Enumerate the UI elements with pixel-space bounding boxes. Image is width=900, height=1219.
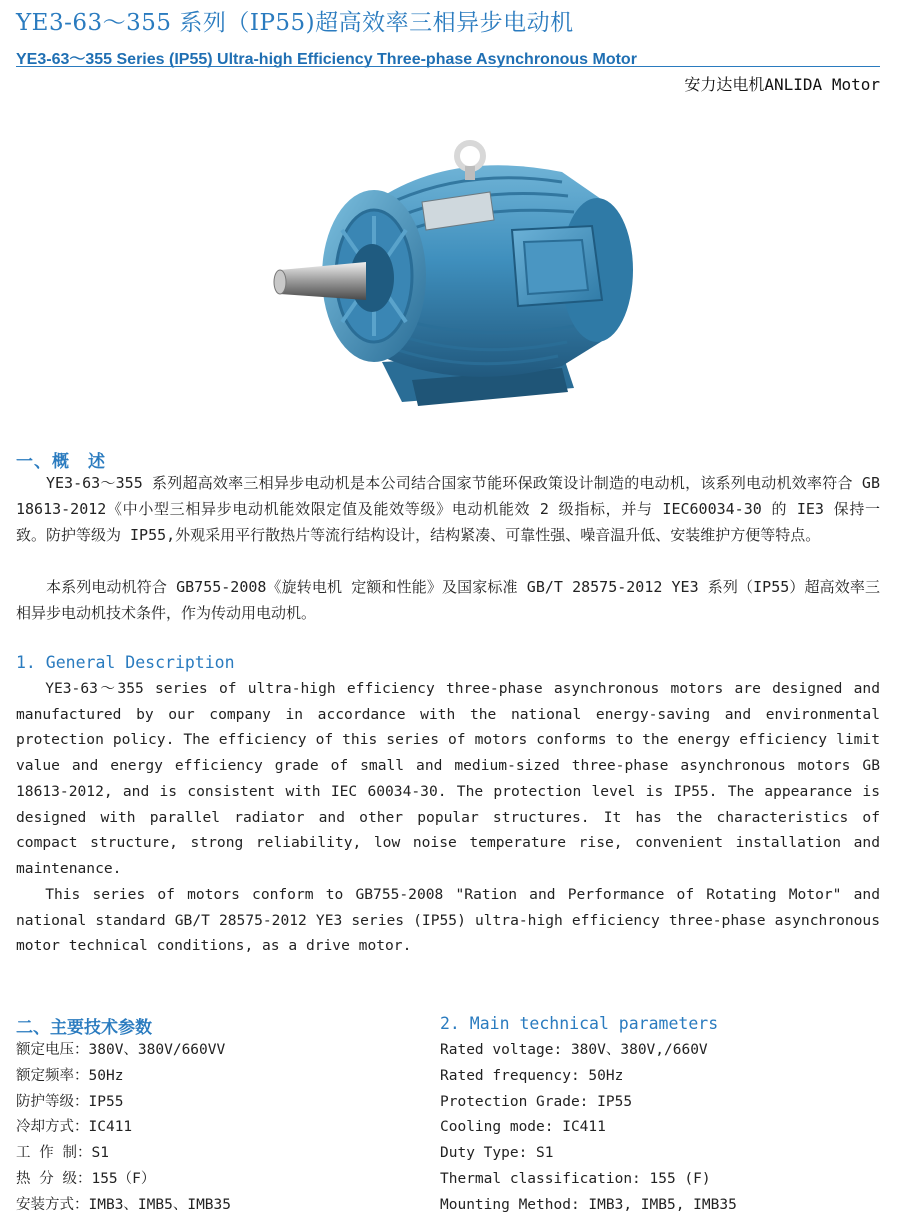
param-protection-grade-en: Protection Grade: IP55 (440, 1093, 633, 1110)
params-heading-chinese: 二、主要技术参数 (16, 1018, 152, 1038)
page-title-chinese: YE3-63～355 系列（IP55)超高效率三相异步电动机 (16, 10, 574, 36)
param-protection-grade-cn: 防护等级：IP55 (16, 1093, 124, 1110)
overview-heading-english: 1. General Description (16, 653, 235, 672)
param-mounting-method-en: Mounting Method: IMB3, IMB5, IMB35 (440, 1196, 737, 1213)
params-list-english (440, 1038, 880, 1219)
param-thermal-class-en: Thermal classification: 155 (F) (440, 1170, 711, 1187)
overview-paragraph-english-2: This series of motors conform to GB755-2008 "Ration and Performance of Rotating Motor" and national standard GB/T 28575-2012 YE3 series (IP55) ultra-high efficiency three-phase asynchronous motor technical conditions, as a drive motor. (16, 886, 880, 955)
params-list-chinese (16, 1038, 416, 1219)
overview-paragraph-chinese-1: YE3-63～355 系列超高效率三相异步电动机是本公司结合国家节能环保政策设计制造的电动机，该系列电动机效率符合 GB 18613-2012《中小型三相异步电动机能效限定值及能效等级》电动机能效 2 级指标，并与 IEC60034-30 的 IE3 保持一致。防护等级为 IP55,外观采用平行散热片等流行结构设计，结构紧凑、可靠性强、噪音温升低、安装维护方便等特点。 (16, 474, 880, 544)
motor-illustration (262, 130, 642, 420)
brand-name: 安力达电机ANLIDA Motor (684, 75, 880, 94)
param-thermal-class-cn: 热 分 级：155（F） (16, 1170, 156, 1187)
param-rated-voltage-cn: 额定电压：380V、380V/660VV (16, 1042, 226, 1058)
param-rated-frequency-cn: 额定频率：50Hz (16, 1067, 124, 1084)
param-cooling-mode-cn: 冷却方式：IC411 (16, 1119, 133, 1136)
overview-paragraph-chinese-2: 本系列电动机符合 GB755-2008《旋转电机 定额和性能》及国家标准 GB/T 28575-2012 YE3 系列（IP55）超高效率三相异步电动机技术条件，作为传动用电动机。 (16, 578, 880, 622)
param-rated-frequency-en: Rated frequency: 50Hz (440, 1067, 624, 1084)
param-duty-type-cn: 工 作 制：S1 (16, 1145, 109, 1162)
param-rated-voltage-en: Rated voltage: 380V、380V,/660V (440, 1042, 708, 1058)
params-heading-english: 2. Main technical parameters (440, 1014, 719, 1033)
overview-paragraph-english-1: YE3-63～355 series of ultra-high efficiency three-phase asynchronous motors are designed and manufactured by our company in accordance with the national energy-saving and environmental protection policy. The efficiency of this series of motors conforms to the energy efficiency limit value and energy efficiency grade of small and medium-sized three-phase asynchronous motors GB 18613-2012, and is consistent with IEC 60034-30. The protection level is IP55. The appearance is designed with parallel radiator and other popular structures. It has the characteristics of compact structure, strong reliability, low noise temperature rise, convenient installation and maintenance. (16, 680, 880, 877)
title-underline (16, 66, 880, 67)
param-mounting-method-cn: 安装方式：IMB3、IMB5、IMB35 (16, 1196, 231, 1213)
overview-heading-chinese: 一、概 述 (16, 452, 106, 472)
param-cooling-mode-en: Cooling mode: IC411 (440, 1119, 606, 1136)
motor-image (262, 130, 642, 420)
page-title-english: YE3-63～355 Series (IP55) Ultra-high Efficiency Three-phase Asynchronous Motor (16, 51, 637, 68)
param-duty-type-en: Duty Type: S1 (440, 1145, 554, 1162)
